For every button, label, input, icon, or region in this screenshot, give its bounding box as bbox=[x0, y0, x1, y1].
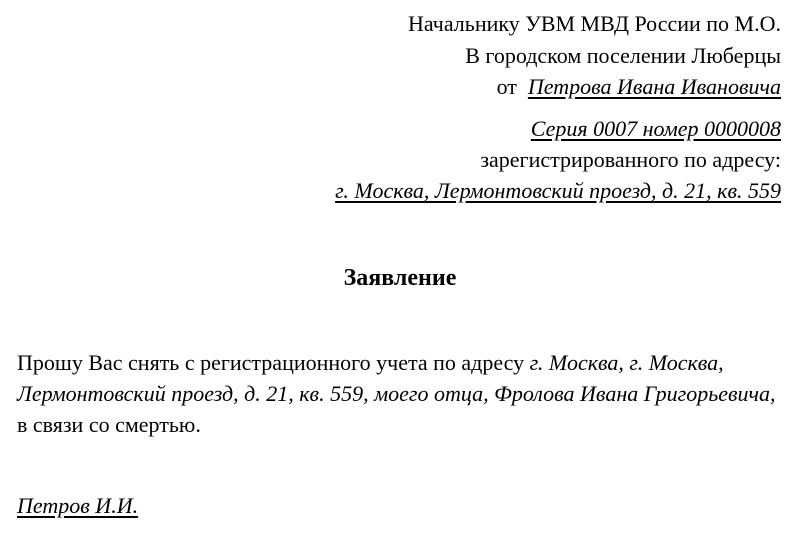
body-text-start: Прошу Вас снять с регистрационного учета по адресу bbox=[17, 350, 530, 375]
registered-label: зарегистрированного по адресу: bbox=[480, 147, 781, 172]
address-line bbox=[335, 176, 781, 206]
signature bbox=[17, 491, 138, 521]
registration-address: г. Москва, Лермонтовский проезд, д. 21, кв. 559 bbox=[335, 178, 781, 203]
applicant-name: Петрова Ивана Ивановича bbox=[527, 74, 781, 99]
from-prefix: от bbox=[496, 74, 517, 99]
signature-name: Петров И.И. bbox=[17, 493, 139, 518]
document-title: Заявление bbox=[343, 265, 457, 291]
statement-body bbox=[17, 347, 787, 440]
body-text-end: в связи со смертью. bbox=[17, 412, 201, 437]
addressee-line-1: Начальнику УВМ МВД России по М.О. bbox=[408, 11, 781, 36]
passport-number: Серия 0007 номер 0000008 bbox=[530, 116, 781, 141]
applicant-line bbox=[497, 72, 781, 102]
body-italic-details: г. Москва, г. Москва, Лермонтовский проезд, д. 21, кв. 559, моего отца, Фролова Ивана Григорьевича, bbox=[17, 350, 776, 406]
passport-line bbox=[531, 114, 781, 144]
addressee-line-2: В городском поселении Люберцы bbox=[465, 43, 781, 68]
